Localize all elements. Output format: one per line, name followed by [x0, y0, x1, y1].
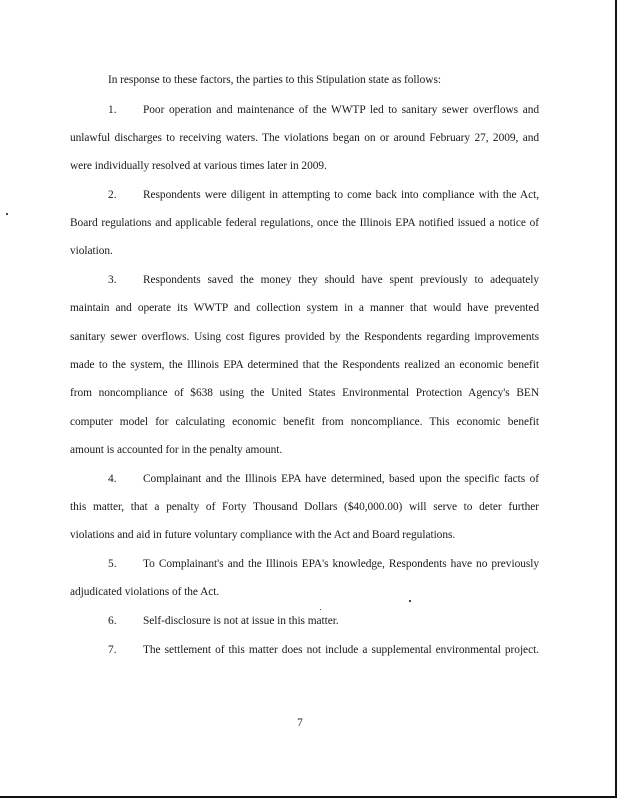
- paragraph-4-line-3: violations and aid in future voluntary compliance with the Act and Board regulations.: [70, 529, 456, 541]
- paragraph-3-line-7: amount is accounted for in the penalty amount.: [70, 444, 283, 456]
- paragraph-2-number: 2.: [108, 189, 117, 201]
- paragraph-3-line-5: from noncompliance of $638 using the United States Environmental Protection Agency's BEN: [70, 387, 539, 399]
- paragraph-7-number: 7.: [108, 644, 117, 656]
- scan-speck: [409, 600, 411, 602]
- paragraph-6-number: 6.: [108, 615, 117, 627]
- paragraph-3-line-6: computer model for calculating economic benefit from noncompliance. This economic benefit: [70, 416, 539, 428]
- scan-speck: [6, 213, 8, 215]
- paragraph-3-line-1: Respondents saved the money they should have spent previously to adequately: [143, 274, 539, 286]
- paragraph-2-line-2: Board regulations and applicable federal regulations, once the Illinois EPA notified issued a notice of: [70, 217, 539, 229]
- paragraph-3-line-4: made to the system, the Illinois EPA determined that the Respondents realized an economic benefit: [70, 359, 539, 371]
- intro-text: In response to these factors, the parties to this Stipulation state as follows:: [108, 74, 441, 86]
- paragraph-3-line-3: sanitary sewer overflows. Using cost figures provided by the Respondents regarding improvements: [70, 331, 539, 343]
- paragraph-1-line-1: Poor operation and maintenance of the WWTP led to sanitary sewer overflows and: [143, 104, 539, 116]
- paragraph-6-line-1: Self-disclosure is not at issue in this matter.: [143, 615, 339, 627]
- paragraph-3-number: 3.: [108, 274, 117, 286]
- paragraph-5-line-2: adjudicated violations of the Act.: [70, 586, 220, 598]
- scan-speck: [320, 609, 321, 610]
- paragraph-4-line-1: Complainant and the Illinois EPA have determined, based upon the specific facts of: [143, 473, 539, 485]
- page-number: 7: [297, 717, 303, 729]
- paragraph-7-line-1: The settlement of this matter does not include a supplemental environmental project.: [143, 644, 539, 656]
- paragraph-1-line-3: were individually resolved at various times later in 2009.: [70, 160, 327, 172]
- paragraph-5-number: 5.: [108, 558, 117, 570]
- paragraph-1-number: 1.: [108, 104, 117, 116]
- paragraph-2-line-3: violation.: [70, 245, 113, 257]
- paragraph-2-line-1: Respondents were diligent in attempting to come back into compliance with the Act,: [143, 189, 539, 201]
- paragraph-5-line-1: To Complainant's and the Illinois EPA's knowledge, Respondents have no previously: [143, 558, 539, 570]
- paragraph-3-line-2: maintain and operate its WWTP and collection system in a manner that would have prevented: [70, 302, 539, 314]
- paragraph-1-line-2: unlawful discharges to receiving waters. The violations began on or around February 27, 2009, and: [70, 132, 539, 144]
- paragraph-4-line-2: this matter, that a penalty of Forty Thousand Dollars ($40,000.00) will serve to deter further: [70, 501, 539, 513]
- paragraph-4-number: 4.: [108, 473, 117, 485]
